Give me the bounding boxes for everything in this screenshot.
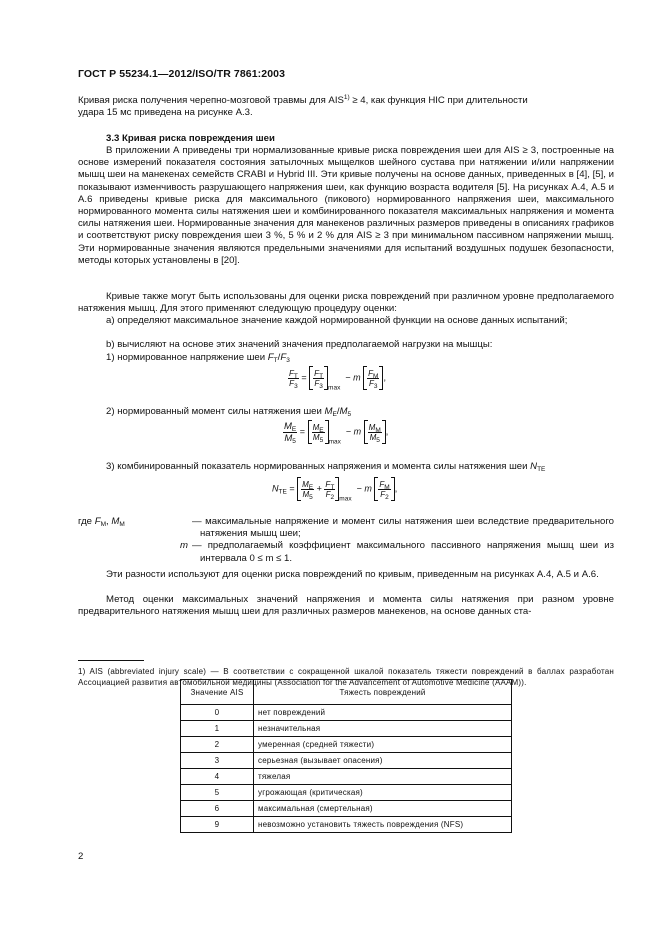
where-def-2: — предполагаемый коэффициент максимального пассивного напряжения мышц шеи из интервала 0 ≤ m ≤ 1. bbox=[192, 540, 614, 564]
intro-text-end: ≥ 4, как функция HIC при длительности bbox=[349, 95, 528, 106]
intro-text: Кривая риска получения черепно-мозговой травмы для AIS bbox=[78, 95, 344, 106]
table-row: 3 серьезная (вызывает опасения) bbox=[181, 753, 512, 769]
list-item-a: а) определяют максимальное значение каждой нормированной функции на основе данных испытаний; bbox=[106, 315, 568, 326]
formula-neck-moment: $\frac{M_E}{M_5}$ = $\frac{M_E}{M_5}$ $_{max}$ − m $\frac{M_M}{M_5}$ , bbox=[284, 420, 389, 446]
list-item-1: 1) нормированное напряжение шеи $F_T/F_3$ bbox=[106, 352, 290, 364]
table-header-severity: Тяжесть повреждений bbox=[254, 680, 512, 705]
table-row: 6 максимальная (смертельная) bbox=[181, 801, 512, 817]
list-item-2: 2) нормированный момент силы натяжения шеи $M_E/M_5$ bbox=[106, 406, 352, 418]
table-row: 2 умеренная (средней тяжести) bbox=[181, 737, 512, 753]
page-number: 2 bbox=[78, 851, 84, 862]
where-def-1: — максимальные напряжение и момент силы натяжения шеи вследствие предварительного натяжения мышц шеи; bbox=[192, 516, 614, 540]
formula-combined-index: $N_{TE}$ = $\frac{M_E}{M_5}$ + $\frac{F_T}{F_2}$ $_{max}$ − m $\frac{F_M}{F_2}$ , bbox=[272, 477, 397, 502]
where-block: где $F_M$, $M_M$ — максимальные напряжение и момент силы натяжения шеи вследствие предварительного натяжения мышц шеи; m — предполагаемый коэффициент максимального пассивного напряжения мышц шеи из интервала 0 ≤ m ≤ 1. bbox=[78, 516, 614, 564]
list-item-b: b) вычисляют на основе этих значений значения предполагаемой нагрузки на мышцы: bbox=[106, 339, 493, 350]
table-row: 1 незначительная bbox=[181, 721, 512, 737]
footnote-separator bbox=[78, 660, 144, 661]
table-row: 0 нет повреждений bbox=[181, 705, 512, 721]
intro-text-2: удара 15 мс приведена на рисунке А.3. bbox=[78, 107, 253, 119]
table-row: 5 угрожающая (критическая) bbox=[181, 785, 512, 801]
footnote: 1) AIS (abbreviated injury scale) — В соответствии с сокращенной шкалой показатель тяжести повреждений в баллах разработан Ассоциацией развития автомобильной медицины (Association for the Advancement of Automotive Medicine (AAAM)). bbox=[78, 667, 614, 687]
paragraph-1: В приложении А приведены три нормализованные кривые риска повреждения шеи для AIS ≥ 3, построенные на основе измерений показателя состояния затылочных мыщелков шейного сустава при натяжении и/или напряжении мышц шеи на манекенах семейств CRABI и Hybrid III. Эти кривые получены на основе данных, приведенных в [4], [5], и показывают изменчивость разрушающего напряжения шеи, как функцию возраста водителя [5]. На рисунках А.4, А.5 и А.6 приведены кривые риска для максимального (пикового) нормированного напряжения шеи, максимального нормированного момента силы натяжения шеи и комбинированного показателя максимальных напряжения и момента силы натяжения шеи. Нормированные значения для манекенов различных размеров приведены в описаниях графиков и соответствуют риску повреждения шеи 3 %, 5 % и 2 % для AIS ≥ 3 при минимальном пассивном напряжении мышц. Эти нормированные значения являются предельными значениями для испытаний воздушных подушек безопасности, методы которых установлены в [20]. bbox=[78, 145, 614, 266]
section-title: 3.3 Кривая риска повреждения шеи bbox=[106, 133, 275, 144]
footnote-ref[interactable]: 1) bbox=[343, 94, 350, 101]
table-header-ais: Значение AIS bbox=[181, 680, 254, 705]
intro-paragraph bbox=[78, 95, 614, 119]
document-header: ГОСТ Р 55234.1—2012/ISO/TR 7861:2003 bbox=[78, 68, 286, 80]
formula-neck-tension: $\frac{F_T}{F_3}$ = $\frac{F_T}{F_3}$ $_{max}$ − m $\frac{F_M}{F_3}$ , bbox=[288, 366, 386, 391]
table-row: 4 тяжелая bbox=[181, 769, 512, 785]
paragraph-4: Метод оценки максимальных значений напряжения и момента силы натяжения при разном уровне предварительного натяжения мышц шеи для различных размеров манекенов, на основе данных ста- bbox=[78, 594, 614, 618]
paragraph-3: Эти разности используют для оценки риска повреждений по кривым, приведенным на рисунках А.4, А.5 и А.6. bbox=[106, 569, 599, 580]
ais-table bbox=[180, 679, 512, 833]
table-row: 9 невозможно установить тяжесть повреждения (NFS) bbox=[181, 817, 512, 833]
paragraph-2: Кривые также могут быть использованы для оценки риска повреждений при различном уровне предполагаемого натяжения мышц. Для этого применяют следующую процедуру оценки: bbox=[78, 291, 614, 315]
list-item-3: 3) комбинированный показатель нормированных напряжения и момента силы натяжения шеи $N_{TE}$ bbox=[106, 461, 546, 473]
